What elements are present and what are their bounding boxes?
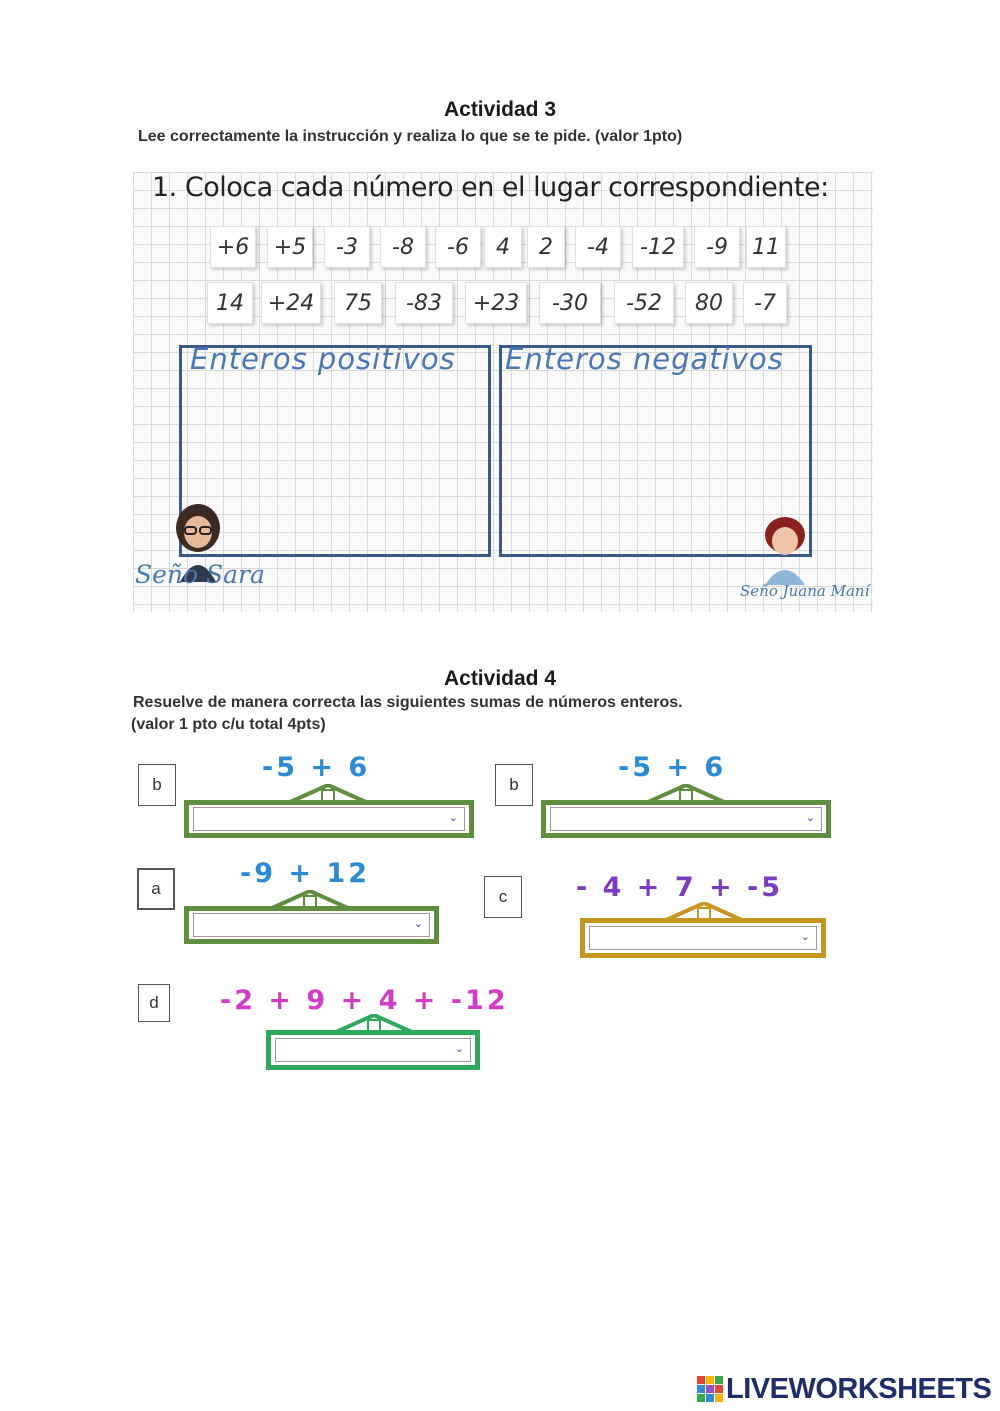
grid-heading: 1. Coloca cada número en el lugar correspondiente: (152, 172, 829, 203)
liveworksheets-logo-icon (697, 1376, 723, 1402)
number-tile[interactable]: -83 (395, 282, 453, 324)
number-tile[interactable]: -9 (694, 226, 740, 268)
answer-dropdown[interactable] (589, 926, 817, 950)
chevron-down-icon: ⌄ (800, 931, 810, 943)
answer-dropdown[interactable] (193, 913, 430, 937)
chevron-down-icon: ⌄ (413, 918, 423, 930)
answer-dropdown[interactable] (550, 807, 822, 831)
negative-integers-label: Enteros negativos (505, 342, 784, 376)
number-tile[interactable]: -52 (614, 282, 674, 324)
number-tile[interactable]: -12 (632, 226, 684, 268)
activity3-instruction: Lee correctamente la instrucción y realiza lo que se te pide. (valor 1pto) (138, 128, 683, 145)
signature-left: Seño Sara (135, 560, 265, 589)
number-tile[interactable]: -3 (324, 226, 370, 268)
signature-right: Seño Juana Maní (740, 582, 870, 600)
number-tile[interactable]: 11 (746, 226, 786, 268)
number-tile[interactable]: -8 (380, 226, 426, 268)
number-tile[interactable]: 80 (685, 282, 733, 324)
problem-letter: a (137, 868, 175, 910)
problem-letter: d (138, 984, 170, 1022)
answer-frame (266, 1030, 480, 1070)
activity3-title: Actividad 3 (443, 98, 557, 121)
chevron-down-icon: ⌄ (805, 812, 815, 824)
chevron-down-icon: ⌄ (454, 1043, 464, 1055)
chevron-down-icon: ⌄ (448, 812, 458, 824)
liveworksheets-logo: LIVEWORKSHEETS (726, 1373, 992, 1405)
number-tile[interactable]: -4 (575, 226, 621, 268)
problem-equation: -9 + 12 (240, 858, 370, 889)
problem-letter: c (484, 876, 522, 918)
answer-dropdown[interactable] (193, 807, 465, 831)
answer-frame (580, 918, 826, 958)
problem-equation: -5 + 6 (618, 752, 727, 783)
number-tile[interactable]: 4 (484, 226, 522, 268)
problem-equation: -2 + 9 + 4 + -12 (220, 985, 509, 1016)
teacher-avatar-right (757, 515, 813, 585)
number-tile[interactable]: 14 (207, 282, 253, 324)
answer-frame (541, 800, 831, 838)
answer-dropdown[interactable] (275, 1038, 471, 1062)
number-tile[interactable]: 75 (334, 282, 382, 324)
number-tile[interactable]: +23 (465, 282, 527, 324)
number-tile[interactable]: -30 (539, 282, 601, 324)
number-tile[interactable]: +6 (210, 226, 256, 268)
answer-frame (184, 800, 474, 838)
activity4-title: Actividad 4 (443, 667, 557, 690)
number-tile[interactable]: -6 (435, 226, 481, 268)
number-tile[interactable]: +24 (261, 282, 321, 324)
problem-equation: -5 + 6 (262, 752, 371, 783)
number-tile[interactable]: +5 (267, 226, 313, 268)
activity4-instruction-line2: (valor 1 pto c/u total 4pts) (131, 716, 326, 733)
number-tile[interactable]: -7 (743, 282, 787, 324)
positive-integers-label: Enteros positivos (190, 342, 456, 376)
problem-equation: - 4 + 7 + -5 (576, 872, 784, 903)
activity4-instruction-line1: Resuelve de manera correcta las siguientes sumas de números enteros. (133, 694, 683, 711)
problem-letter: b (495, 764, 533, 806)
number-tile[interactable]: 2 (527, 226, 565, 268)
problem-letter: b (138, 764, 176, 806)
answer-frame (184, 906, 439, 944)
